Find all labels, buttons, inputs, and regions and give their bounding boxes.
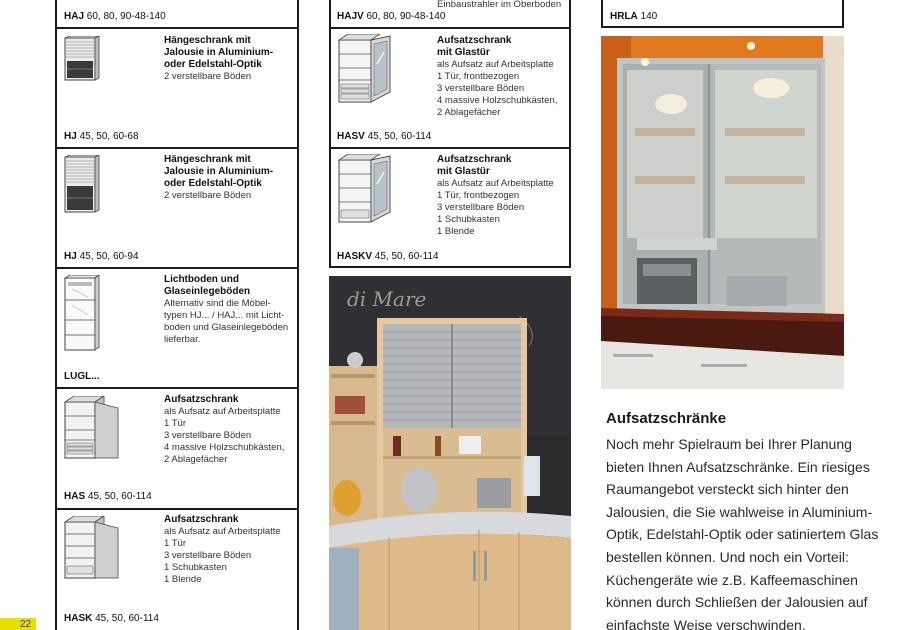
divider — [55, 147, 299, 149]
product-description: 2 verstellbare Böden — [164, 71, 252, 82]
product-description: als Aufsatz auf Arbeitsplatte 1 Tür 3 verstellbare Böden 4 massive Holzschubkästen, 2 Ablagefächer — [164, 406, 285, 465]
product-code-haskv: HASKV 45, 50, 60-114 — [337, 251, 439, 262]
divider — [55, 387, 299, 389]
product-title: Lichtboden und Glaseinlegeböden — [164, 274, 251, 297]
product-code-has: HAS 45, 50, 60-114 — [64, 491, 152, 502]
kitchen-photo-roller-cabinet — [329, 276, 571, 630]
wall-cabinet-roller-shutter-illustration — [62, 36, 100, 84]
product-code-hrla: HRLA 140 — [610, 11, 658, 22]
article-title: Aufsatzschränke — [606, 410, 727, 427]
product-title: Aufsatzschrank — [164, 394, 239, 405]
kitchen-photo-glass-cabinet — [601, 36, 844, 389]
light-shelf-illustration — [62, 275, 100, 353]
top-cabinet-illustration — [62, 516, 120, 580]
divider — [55, 267, 299, 269]
product-code-hj-68: HJ 45, 50, 60-68 — [64, 131, 139, 142]
product-title: Aufsatzschrank — [164, 514, 239, 525]
glass-door-cabinet-illustration — [336, 154, 392, 224]
product-code-hajv: HAJV 60, 80, 90-48-140 — [337, 11, 446, 22]
top-cabinet-illustration — [62, 396, 120, 460]
product-description: Alternativ sind die Möbel- typen HJ... / HAJ... mit Licht- boden und Glaseinlegeböden lieferbar. — [164, 298, 289, 345]
divider — [329, 147, 571, 149]
product-title: Aufsatzschrank mit Glastür — [437, 154, 512, 177]
product-code-hasv: HASV 45, 50, 60-114 — [337, 131, 432, 142]
divider — [329, 27, 571, 29]
article-body: Noch mehr Spielraum bei Ihrer Planung bieten Ihnen Aufsatzschränke. Ein riesiges Raumangebot versteckt sich hinter den Jalousien, die Sie wahlweise in Aluminium- Optik, Edelstahl-Optik oder satiniertem Glas bestellen können. Und noch ein Vorteil: Küchengeräte wie z.B. Kaffeemaschinen können durch Schließen der Jalousien auf einfachste Weise verschwinden. — [606, 436, 879, 630]
product-description: als Aufsatz auf Arbeitsplatte 1 Tür, frontbezogen 3 verstellbare Böden 1 Schubkasten 1 Blende — [437, 178, 554, 237]
product-code-hj-94: HJ 45, 50, 60-94 — [64, 251, 139, 262]
divider — [55, 508, 299, 510]
product-description: 2 verstellbare Böden — [164, 190, 252, 201]
product-code-haj: HAJ 60, 80, 90-48-140 — [64, 11, 166, 22]
glass-door-cabinet-illustration — [336, 34, 392, 104]
product-title: Aufsatzschrank mit Glastür — [437, 35, 512, 58]
product-title: Hängeschrank mit Jalousie in Aluminium- oder Edelstahl-Optik — [164, 154, 274, 189]
chalk-text: di Mare — [347, 287, 427, 311]
product-description-fragment: Einbaustrahler im Oberboden — [437, 0, 562, 10]
page-number-tab: 22 — [0, 618, 36, 630]
wall-cabinet-roller-shutter-illustration — [62, 155, 100, 215]
product-description: als Aufsatz auf Arbeitsplatte 1 Tür, frontbezogen 3 verstellbare Böden 4 massive Holzschubkästen, 2 Ablagefächer — [437, 59, 558, 118]
product-description: als Aufsatz auf Arbeitsplatte 1 Tür 3 verstellbare Böden 1 Schubkasten 1 Blende — [164, 526, 281, 585]
divider — [55, 27, 299, 29]
product-title: Hängeschrank mit Jalousie in Aluminium- oder Edelstahl-Optik — [164, 35, 274, 70]
product-code-hask: HASK 45, 50, 60-114 — [64, 613, 159, 624]
product-code-lugl: LUGL... — [64, 371, 100, 382]
